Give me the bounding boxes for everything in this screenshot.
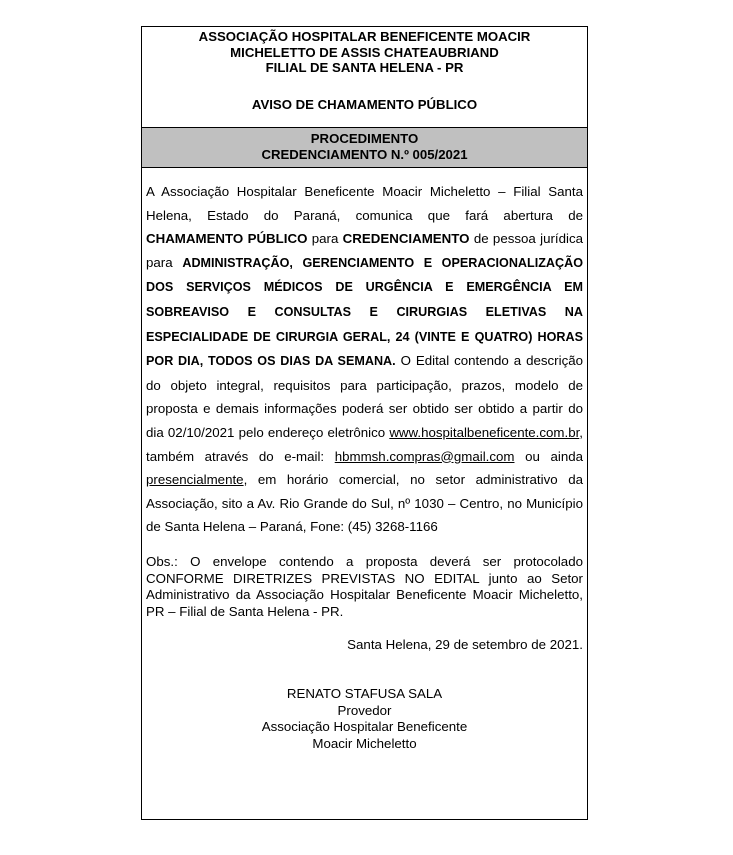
procedure-label: PROCEDIMENTO [310,131,419,146]
procedure-banner [142,128,587,168]
bold-credenciamento: CREDENCIAMENTO [342,231,470,247]
website-link[interactable]: www.hospitalbeneficente.com.br [389,424,580,440]
obs-paragraph: Obs.: O envelope contendo a proposta deverá ser protocolado CONFORME DIRETRIZES PREVISTAS NO EDITAL junto ao Setor Administrativo da Associação Hospitalar Beneficente Moacir Micheletto, PR – Filial de Santa Helena - PR. [146,553,583,619]
signer-org-line1: Associação Hospitalar Beneficente [261,719,468,735]
bold-chamamento: CHAMAMENTO PÚBLICO [146,231,308,247]
notice-title: AVISO DE CHAMAMENTO PÚBLICO [251,96,478,112]
para-text: ou ainda [514,448,583,464]
para-text: para [307,231,343,247]
signer-role: Provedor [337,702,392,718]
notice-box [141,26,588,820]
para-text: O Edital contendo a descrição do objeto integral, requisitos para participação, prazos, modelo de proposta e demais informações poderá ser obtido ser obtido a partir do dia 02/10/2021 pelo endereço eletrônico [146,353,584,440]
main-paragraph [146,180,583,539]
bold-object-description: ADMINISTRAÇÃO, GERENCIAMENTO E OPERACIONALIZAÇÃO DOS SERVIÇOS MÉDICOS DE URGÊNCIA E EMERGÊNCIA EM SOBREAVISO E CONSULTAS E CIRURGIAS ELETIVAS NA ESPECIALIDADE DE CIRURGIA GERAL, 24 (VINTE E QUATRO) HORAS POR DIA, TODOS OS DIAS DA SEMANA. [146,255,583,369]
para-text: de pessoa jurídica para [146,231,583,270]
org-name-line1: ASSOCIAÇÃO HOSPITALAR BENEFICENTE MOACIR [198,29,531,44]
presencial-text: presencialmente [146,472,244,488]
date-line: Santa Helena, 29 de setembro de 2021. [347,637,583,653]
signer-name: RENATO STAFUSA SALA [286,686,443,702]
org-name-line2: MICHELETTO DE ASSIS CHATEAUBRIAND [230,44,499,60]
procedure-number: CREDENCIAMENTO N.º 005/2021 [261,147,468,162]
signature-block [146,686,583,752]
signer-org-line2: Moacir Micheletto [312,736,417,752]
email-link[interactable]: hbmmsh.compras@gmail.com [334,448,515,464]
para-text: A Associação Hospitalar Beneficente Moacir Micheletto – Filial Santa Helena, Estado do Paraná, comunica que fará abertura de [146,184,583,223]
notice-body [142,168,587,753]
para-text: , também através do e-mail: [146,424,583,464]
org-branch: FILIAL DE SANTA HELENA - PR [265,60,464,76]
notice-header [142,27,587,128]
para-text: , em horário comercial, no setor administrativo da Associação, sito a Av. Rio Grande do Sul, nº 1030 – Centro, no Município de Santa Helena – Paraná, Fone: (45) 3268-1166 [146,472,583,535]
